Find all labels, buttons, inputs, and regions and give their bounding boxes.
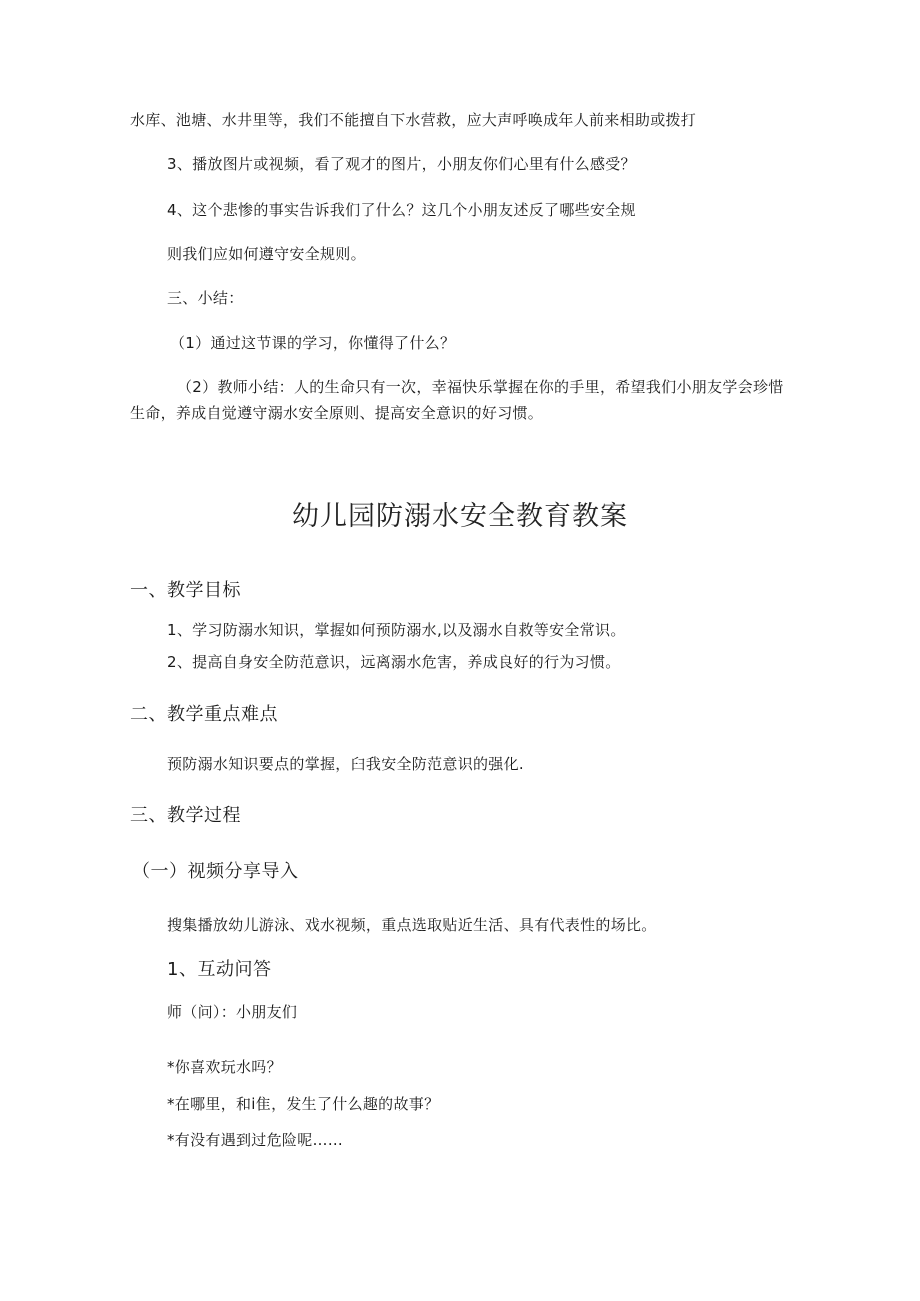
summary-heading: 三、小结：: [167, 289, 244, 307]
paragraph-line: 水库、池塘、水井里等，我们不能擅自下水营救，应大声呼唤成年人前来相助或拨打: [130, 111, 697, 129]
question-item: *在哪里，和i隹，发生了什么趣的故事？: [167, 1095, 440, 1113]
subsection-heading: 1、互动问答: [167, 959, 272, 980]
section-heading: 三、教学过程: [130, 805, 241, 826]
summary-item: （2）教师小结：人的生命只有一次，幸福快乐掌握在你的手里，希望我们小朋友学会珍惜: [177, 378, 784, 396]
paragraph-line: 则我们应如何遵守安全规则。: [167, 245, 366, 263]
summary-item-continued: 生命，养成自觉遵守溺水安全原则、提高安全意识的好习惯。: [130, 404, 544, 422]
section-heading: 二、教学重点难点: [130, 704, 278, 725]
section-heading: 一、教学目标: [130, 580, 241, 601]
paragraph-line: 4、这个悲惨的事实告诉我们了什么？这几个小朋友述反了哪些安全规: [167, 201, 636, 219]
list-item: 1、学习防溺水知识，掌握如何预防溺水,以及溺水自救等安全常识。: [167, 621, 626, 639]
list-item: 2、提高自身安全防范意识，远离溺水危害，养成良好的行为习惯。: [167, 653, 621, 671]
paragraph-line: 搜集播放幼儿游泳、戏水视频，重点选取贴近生活、具有代表性的场比。: [167, 916, 657, 934]
paragraph-line: 师（问）：小朋友们: [167, 1003, 298, 1021]
summary-item: （1）通过这节课的学习，你懂得了什么？: [170, 334, 456, 352]
paragraph-line: 3、播放图片或视频，看了观才的图片，小朋友你们心里有什么感受？: [167, 155, 636, 173]
document-title: 幼儿园防溺水安全教育教案: [292, 501, 628, 532]
paragraph-line: 预防溺水知识要点的掌握，臼我安全防范意识的强化.: [167, 755, 524, 773]
subsection-heading: （一）视频分享导入: [132, 861, 299, 882]
question-item: *有没有遇到过危险呢……: [167, 1131, 344, 1149]
question-item: *你喜欢玩水吗？: [167, 1058, 282, 1076]
